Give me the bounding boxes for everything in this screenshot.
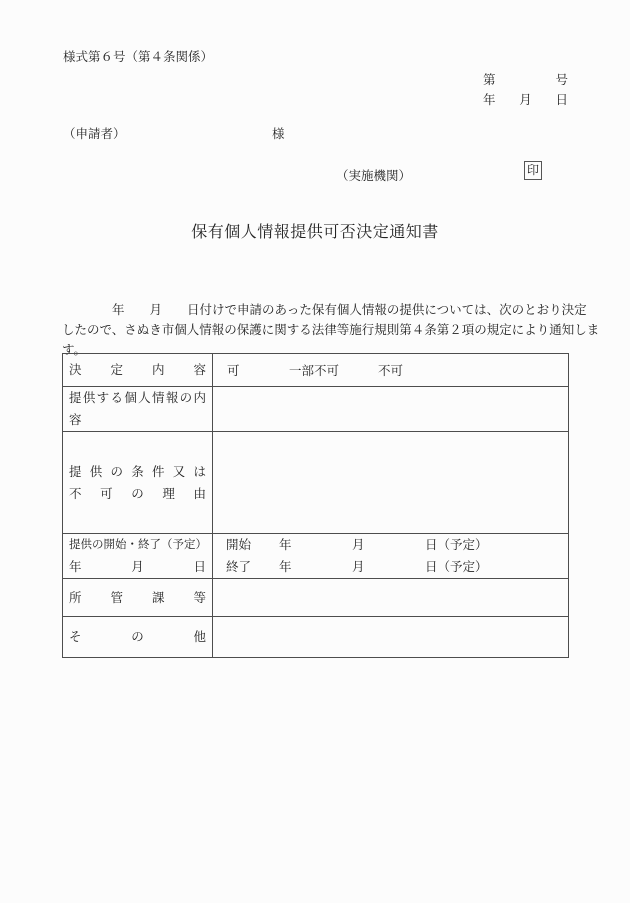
date-day-label: 日 bbox=[555, 93, 568, 107]
table-row-info-content bbox=[63, 387, 569, 432]
decision-label: 決定内容 bbox=[69, 363, 206, 377]
doc-number-suffix: 号 bbox=[555, 73, 568, 87]
condition-label-line2: 不可の理由 bbox=[69, 486, 206, 501]
table-row-decision bbox=[63, 354, 569, 387]
period-start-line bbox=[213, 534, 568, 556]
condition-label-cell bbox=[63, 432, 213, 534]
applicant-honorific: 様 bbox=[272, 127, 285, 141]
table-row-condition bbox=[63, 432, 569, 534]
agency-label: （実施機関） bbox=[336, 169, 412, 183]
department-label: 所管課等 bbox=[69, 590, 206, 605]
period-label-line1: 提供の開始・終了（予定） bbox=[69, 539, 207, 551]
decision-option-partial: 一部不可 bbox=[289, 364, 340, 378]
document-title: 保有個人情報提供可否決定通知書 bbox=[191, 224, 439, 241]
other-label-cell bbox=[63, 617, 213, 658]
info-content-label: 提供する個人情報の内容 bbox=[69, 391, 206, 427]
applicant-line bbox=[63, 124, 463, 142]
table-row-other bbox=[63, 617, 569, 658]
info-content-value-cell bbox=[213, 387, 569, 432]
decision-label-cell bbox=[63, 354, 213, 387]
condition-value-cell bbox=[213, 432, 569, 534]
decision-option-approve: 可 bbox=[227, 364, 240, 378]
form-number: 様式第６号（第４条関係） bbox=[63, 50, 214, 64]
period-label-cell bbox=[63, 534, 213, 579]
period-start-label: 開始 bbox=[226, 538, 252, 552]
period-end-year: 年 bbox=[279, 560, 292, 574]
date-year-label: 年 bbox=[483, 93, 496, 107]
period-start-year: 年 bbox=[279, 538, 292, 552]
issue-date-line bbox=[483, 90, 568, 108]
other-label: その他 bbox=[69, 630, 206, 644]
decision-options-cell bbox=[213, 354, 569, 387]
period-end-day: 日（予定） bbox=[425, 560, 488, 574]
period-start-day: 日（予定） bbox=[425, 538, 488, 552]
period-end-month: 月 bbox=[352, 560, 365, 574]
period-end-label: 終了 bbox=[226, 560, 252, 574]
applicant-label: （申請者） bbox=[63, 127, 126, 141]
decision-option-deny: 不可 bbox=[378, 364, 404, 378]
table-row-department bbox=[63, 579, 569, 617]
doc-number-prefix: 第 bbox=[483, 73, 496, 87]
document-number-line bbox=[483, 70, 568, 88]
body-paragraph bbox=[62, 300, 599, 360]
period-label-line2: 年月日 bbox=[69, 560, 206, 574]
body-line: す。 bbox=[62, 343, 87, 357]
date-month-label: 月 bbox=[519, 93, 532, 107]
body-line: したので、さぬき市個人情報の保護に関する法律等施行規則第４条第２項の規定により通知しま bbox=[62, 323, 600, 337]
body-line: 年 月 日付けで申請のあった保有個人情報の提供については、次のとおり決定 bbox=[62, 303, 587, 317]
agency-line bbox=[336, 166, 411, 184]
period-start-month: 月 bbox=[352, 538, 365, 552]
condition-label-line1: 提供の条件又は bbox=[69, 464, 206, 479]
department-label-cell bbox=[63, 579, 213, 617]
seal-mark: 印 bbox=[524, 161, 542, 180]
department-value-cell bbox=[213, 579, 569, 617]
period-value-cell bbox=[213, 534, 569, 579]
period-end-line bbox=[213, 556, 568, 578]
table-row-period bbox=[63, 534, 569, 579]
other-value-cell bbox=[213, 617, 569, 658]
info-content-label-cell bbox=[63, 387, 213, 432]
decision-table bbox=[62, 353, 569, 658]
